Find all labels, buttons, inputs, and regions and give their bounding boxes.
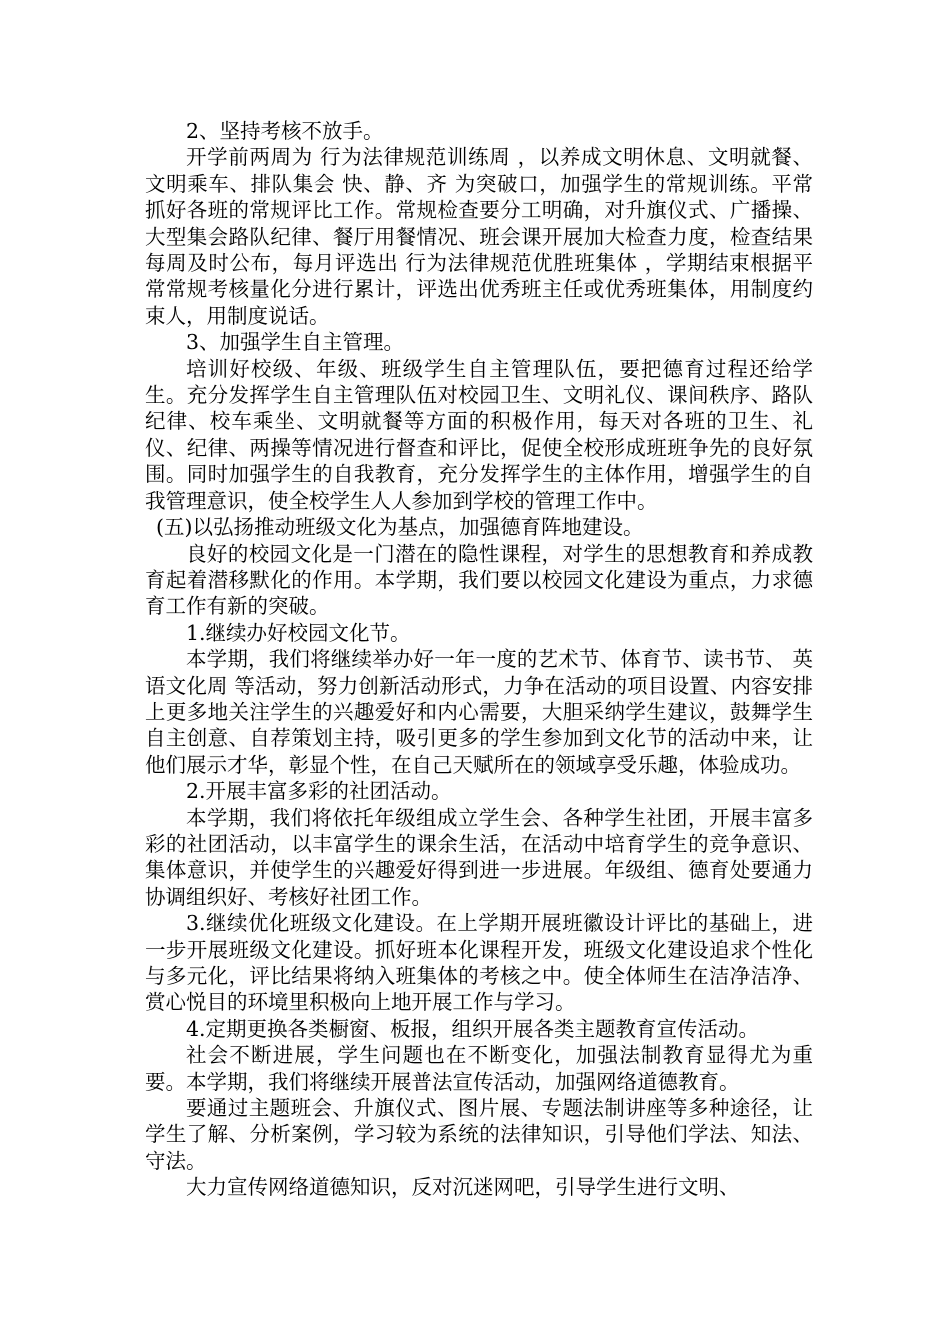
- paragraph-heading-culture-festival: 1.继续办好校园文化节。: [186, 620, 411, 645]
- paragraph-class-culture: 3.继续优化班级文化建设。在上学期开展班徽设计评比的基础上，进一步开展班级文化建设。抓好班本化课程开发，班级文化建设追求个性化与多元化，评比结果将纳入班集体的考核之中。使全体师生在洁净洁净、赏心悦目的环境里积极向上地开展工作与学习。: [145, 911, 813, 1015]
- paragraph-clubs: 本学期，我们将依托年级组成立学生会、各种学生社团，开展丰富多彩的社团活动，以丰富学生的课余生活，在活动中培育学生的竞争意识、集体意识，并使学生的兴趣爱好得到进一步进展。年级组、德育处要通力协调组织好、考核好社团工作。: [145, 805, 813, 909]
- paragraph-campus-culture: 良好的校园文化是一门潜在的隐性课程，对学生的思想教育和养成教育起着潜移默化的作用。本学期，我们要以校园文化建设为重点，力求德育工作有新的突破。: [145, 541, 813, 619]
- paragraph-heading-clubs: 2.开展丰富多彩的社团活动。: [186, 779, 452, 804]
- paragraph-legal-education: 社会不断进展，学生问题也在不断变化，加强法制教育显得尤为重要。本学期，我们将继续开展普法宣传活动，加强网络道德教育。: [145, 1043, 813, 1094]
- paragraph-legal-methods: 要通过主题班会、升旗仪式、图片展、专题法制讲座等多种途径，让学生了解、分析案例，学习较为系统的法律知识，引导他们学法、知法、守法。: [145, 1096, 813, 1173]
- paragraph-student-self-management: 培训好校级、年级、班级学生自主管理队伍，要把德育过程还给学生。充分发挥学生自主管理队伍对校园卫生、文明礼仪、课间秩序、路队纪律、校车乘坐、文明就餐等方面的积极作用，每天对各班的卫生、礼仪、纪律、两操等情况进行督查和评比，促使全校形成班班争先的良好氛围。同时加强学生的自我教育，充分发挥学生的主体作用，增强学生的自我管理意识，使全校学生人人参加到学校的管理工作中。: [145, 356, 813, 513]
- paragraph-heading-self-management: 3、加强学生自主管理。: [186, 330, 405, 355]
- paragraph-heading-showcase: 4.定期更换各类橱窗、板报，组织开展各类主题教育宣传活动。: [186, 1016, 760, 1041]
- paragraph-heading-assessment: 2、坚持考核不放手。: [186, 119, 384, 143]
- paragraph-network-ethics: 大力宣传网络道德知识，反对沉迷网吧，引导学生进行文明、: [186, 1175, 740, 1200]
- paragraph-routine-training: 开学前两周为 行为法律规范训练周 ，以养成文明休息、文明就餐、文明乘车、排队集会 快、静、齐 为突破口，加强学生的常规训练。平常抓好各班的常规评比工作。常规检查要分工明确，对升旗仪式、广播操、大型集会路队纪律、餐厅用餐情况、班会课开展加大检查力度，检查结果每周及时公布，每月评选出 行为法律规范优胜班集体 ，学期结束根据平常常规考核量化分进行累计，评选出优秀班主任或优秀班集体，用制度约束人，用制度说话。: [145, 145, 813, 328]
- paragraph-culture-festival: 本学期，我们将继续举办好一年一度的艺术节、体育节、读书节、 英语文化周 等活动，努力创新活动形式，力争在活动的项目设置、内容安排上更多地关注学生的兴趣爱好和内心需要，大胆采纳学生建议，鼓舞学生自主创意、自荐策划主持，吸引更多的学生参加到文化节的活动中来，让他们展示才华，彰显个性，在自己天赋所在的领域享受乐趣，体验成功。: [145, 647, 813, 777]
- section-heading-five: (五)以弘扬推动班级文化为基点，加强德育阵地建设。: [156, 515, 644, 540]
- document-body: [145, 118, 813, 1201]
